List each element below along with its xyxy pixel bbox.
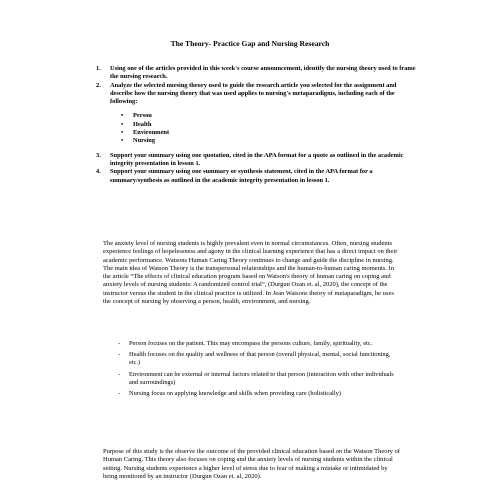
task-item-3 bbox=[96, 152, 418, 169]
task-item-4 bbox=[96, 168, 418, 185]
concept-item-health: - Health focuses on the quality and wellness of that person (overall physical, mental, social functioning, etc.) bbox=[118, 351, 403, 367]
body-paragraph-2: Purpose of this study is the observe the outcome of the provided clinical education based on the Watson Theory of Human Caring. This theory also focuses on coping and the anxiety levels of nursing students within the clinical setting. Nursing students experience a higher level of stress due to fear of making a mistake or intimidated by being monitored by an instructor (Durgun Ozan et. al, 2020). bbox=[103, 448, 400, 480]
metaparadigm-list bbox=[121, 112, 418, 145]
document-title: The Theory- Practice Gap and Nursing Research bbox=[170, 39, 330, 48]
metaparadigm-item: • Health bbox=[121, 121, 418, 129]
concept-item-nursing: - Nursing focus on applying knowledge and skills when providing care (holistically) bbox=[118, 390, 403, 398]
task-number: 3. bbox=[96, 151, 101, 159]
assignment-task-list bbox=[96, 65, 418, 185]
task-item-2 bbox=[96, 82, 418, 146]
task-item-1 bbox=[96, 65, 418, 82]
task-number: 4. bbox=[96, 168, 101, 176]
concept-item-person: - Person focuses on the patient. This may encompass the persons culture, family, spirituality, etc. bbox=[118, 340, 403, 348]
task-text: Analyze the selected nursing theory used to guide the research article you selected for the assignment and describe how the nursing theory that was used applies to nursing's metaparadigms, including each of the following: bbox=[110, 81, 397, 106]
task-text: Using one of the articles provided in this week's course announcement, identify the nursing theory used to frame the nursing research. bbox=[110, 65, 416, 81]
task-text: Support your summary using one quotation, cited in the APA format for a quote as outlined in the academic integrity presentation in lesson 1. bbox=[110, 151, 404, 167]
body-paragraph-1: The anxiety level of nursing students is highly prevalent even in normal circumstances. Often, nursing students experience feelings of hopelessness and agony in the clinical learning experience that has a direct impact on their academic performance. Watsons Human Caring Theory continues to change and guide the discipline in nursing. The main idea of Watson Theory is the transpersonal relationships and the human-to-human caring moments. In the article “The effects of clinical education program based on Watson's theory of human caring on coping and anxiety levels of nursing students: A randomized control trial”, (Durgun Ozan et. al, 2020), the concept of the instructor versus the student in the clinical practice is utilized. In Jean Watsons theory of metaparadigm, he uses the concept of nursing by observing a person, health, environment, and nursing. bbox=[103, 240, 398, 306]
metaparadigm-item: • Nursing bbox=[121, 137, 418, 145]
metaparadigm-item: • Person bbox=[121, 112, 418, 120]
concept-item-environment: - Environment can be external or internal factors related to that person (interaction with other individuals and surroundings) bbox=[118, 371, 403, 387]
task-number: 1. bbox=[96, 65, 101, 72]
task-text: Support your summary using one summary or synthesis statement, cited in the APA format for a summary/synthesis as outlined in the academic integrity presentation in lesson 1. bbox=[110, 168, 373, 184]
metaparadigm-concept-list bbox=[118, 340, 403, 401]
task-number: 2. bbox=[96, 81, 101, 89]
metaparadigm-item: • Environment bbox=[121, 129, 418, 137]
